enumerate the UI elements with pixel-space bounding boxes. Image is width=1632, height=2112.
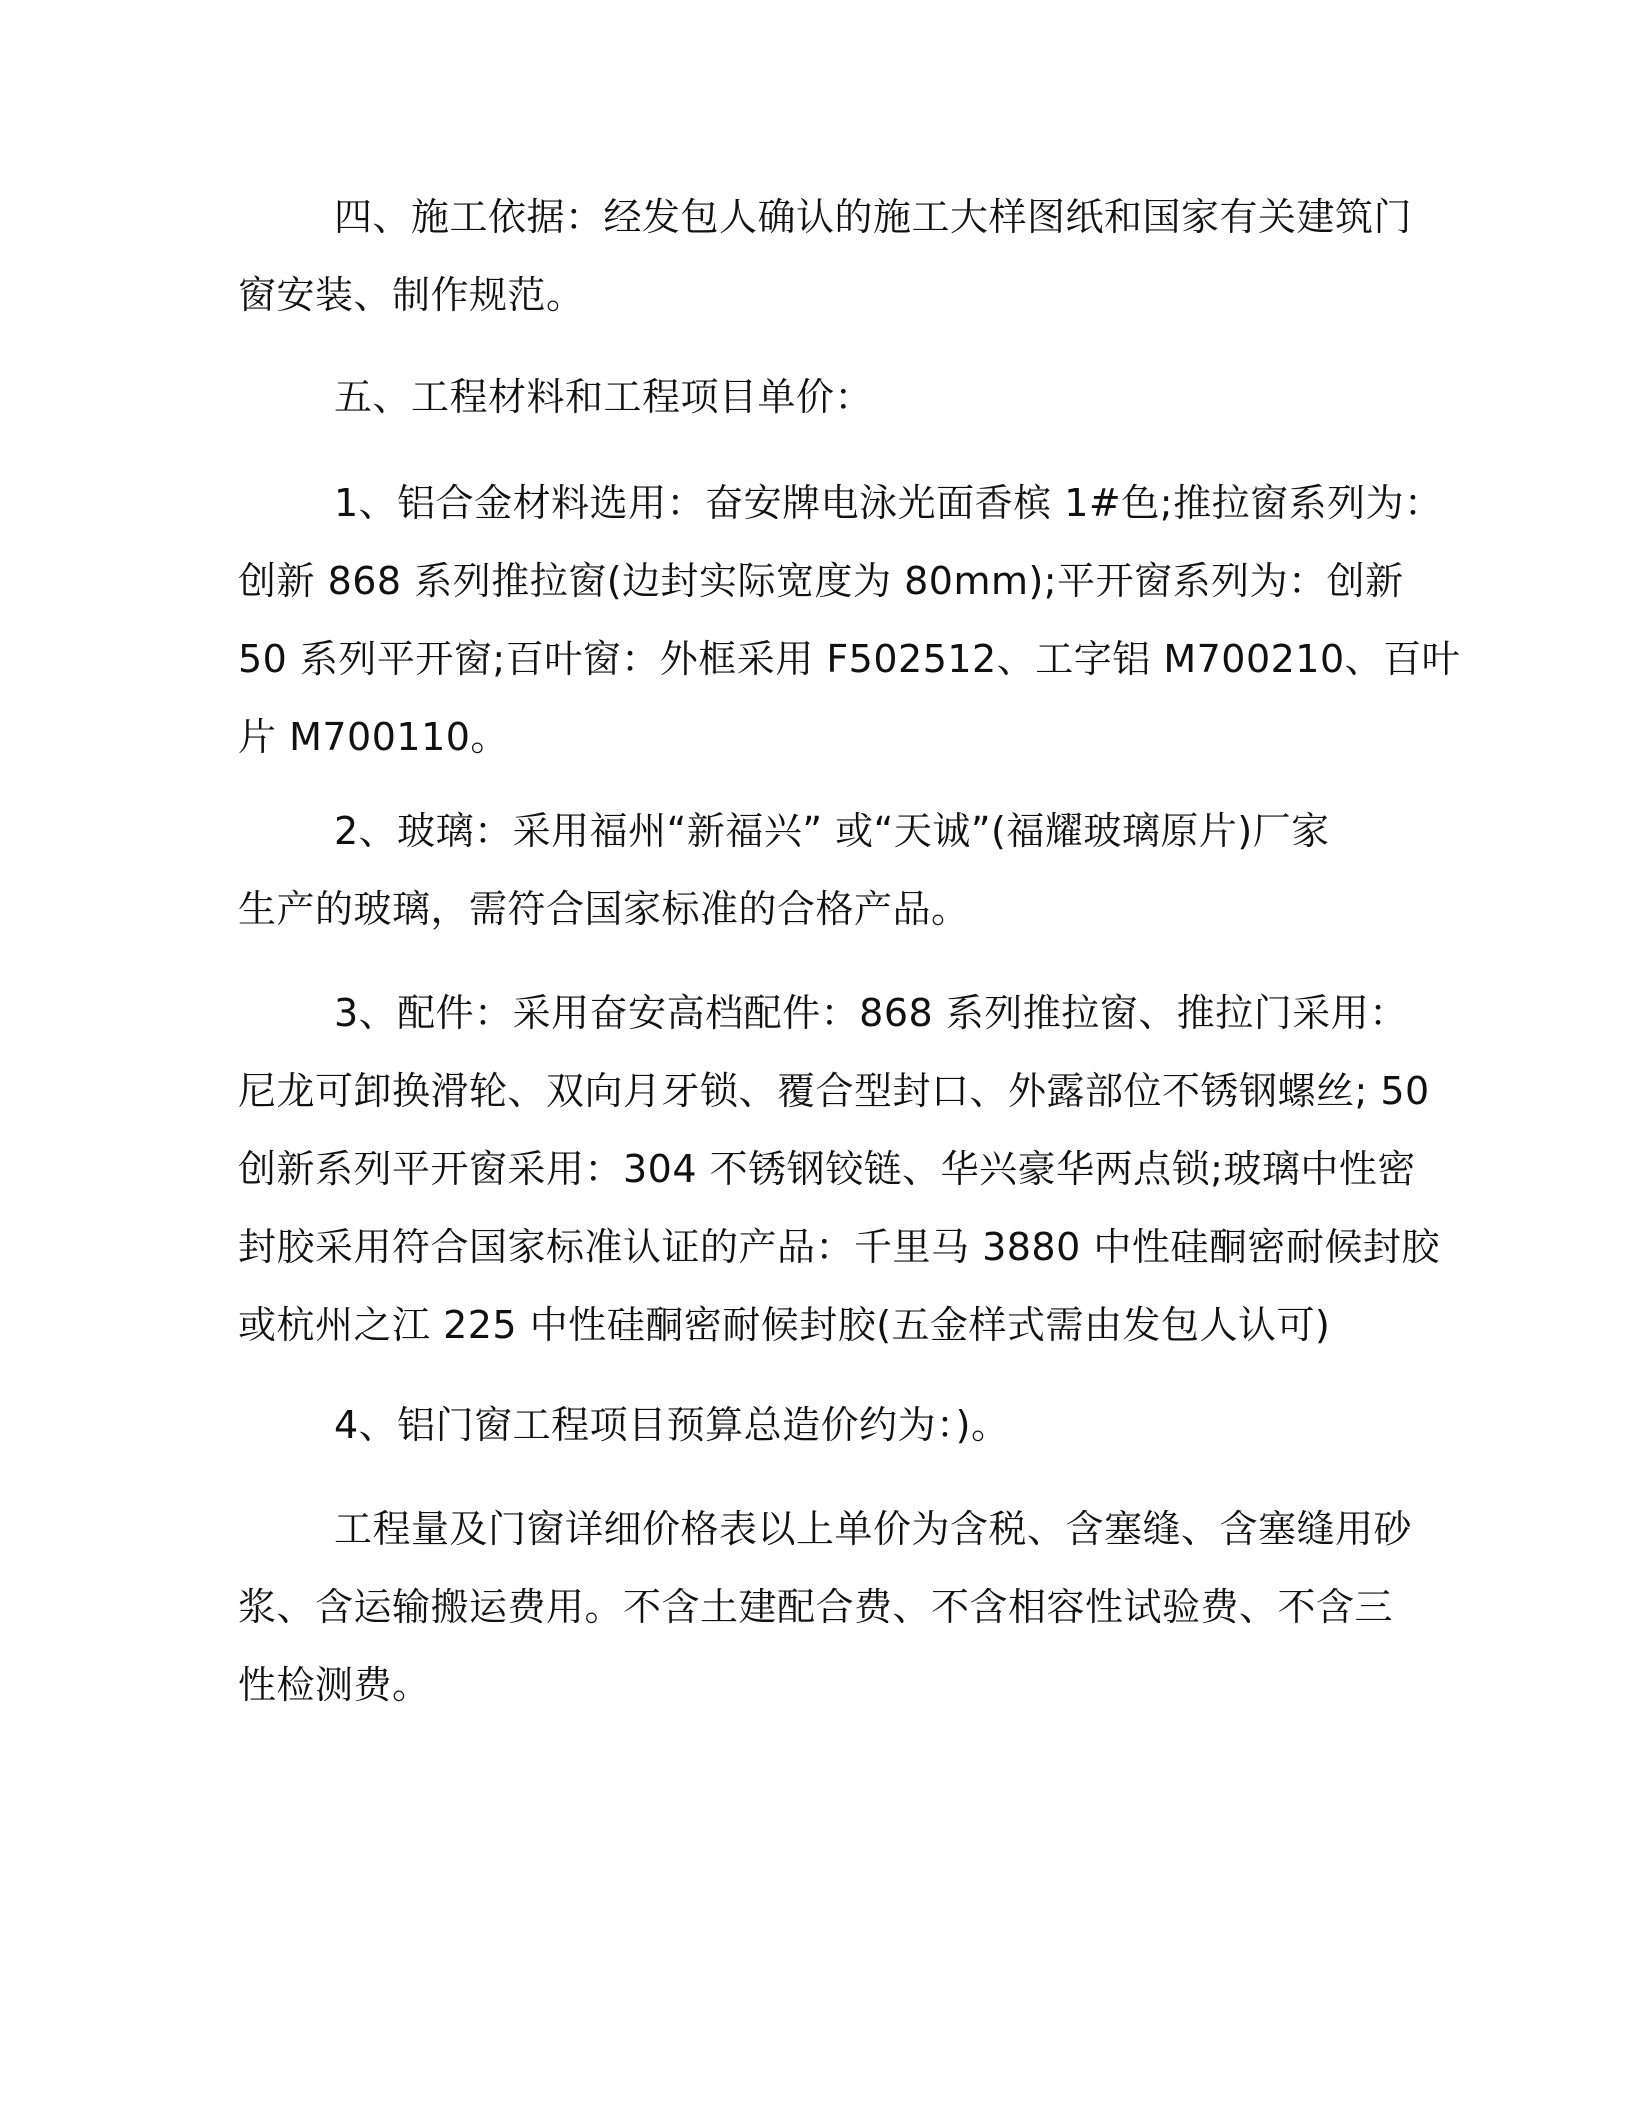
paragraph-price-note [238,1490,1413,1724]
text-line: 1、铝合金材料选用：奋安牌电泳光面香槟 1#色;推拉窗系列为： [334,481,1443,525]
paragraph-budget [238,1386,1398,1464]
text-line: 尼龙可卸换滑轮、双向月牙锁、覆合型封口、外露部位不锈钢螺丝; 50 [238,1069,1430,1113]
text-line: 2、玻璃：采用福州“新福兴” 或“天诚”(福耀玻璃原片)厂家 [334,809,1330,853]
text-line: 五、工程材料和工程项目单价： [334,375,874,419]
text-line: 浆、含运输搬运费用。不含土建配合费、不含相容性试验费、不含三 [238,1585,1394,1629]
paragraph-aluminum-materials [238,464,1461,776]
text-line: 创新 868 系列推拉窗(边封实际宽度为 80mm);平开窗系列为：创新 [238,559,1404,603]
text-line: 工程量及门窗详细价格表以上单价为含税、含塞缝、含塞缝用砂 [334,1507,1413,1551]
text-line: 50 系列平开窗;百叶窗：外框采用 F502512、工字铝 M700210、百叶 [238,637,1461,681]
text-line: 4、铝门窗工程项目预算总造价约为：)。 [334,1403,1010,1447]
text-line: 窗安装、制作规范。 [238,273,585,317]
text-line: 四、施工依据：经发包人确认的施工大样图纸和国家有关建筑门 [334,195,1413,239]
text-line: 创新系列平开窗采用：304 不锈钢铰链、华兴豪华两点锁;玻璃中性密 [238,1147,1416,1191]
text-line: 或杭州之江 225 中性硅酮密耐候封胶(五金样式需由发包人认可) [238,1303,1331,1347]
paragraph-glass [238,792,1398,948]
text-line: 3、配件：采用奋安高档配件：868 系列推拉窗、推拉门采用： [334,991,1408,1035]
paragraph-materials-heading [238,358,1398,436]
paragraph-fittings [238,974,1440,1364]
text-line: 性检测费。 [238,1663,431,1707]
text-line: 生产的玻璃，需符合国家标准的合格产品。 [238,887,970,931]
text-line: 片 M700110。 [238,715,509,759]
paragraph-construction-basis [238,178,1413,334]
text-line: 封胶采用符合国家标准认证的产品：千里马 3880 中性硅酮密耐候封胶 [238,1225,1440,1269]
